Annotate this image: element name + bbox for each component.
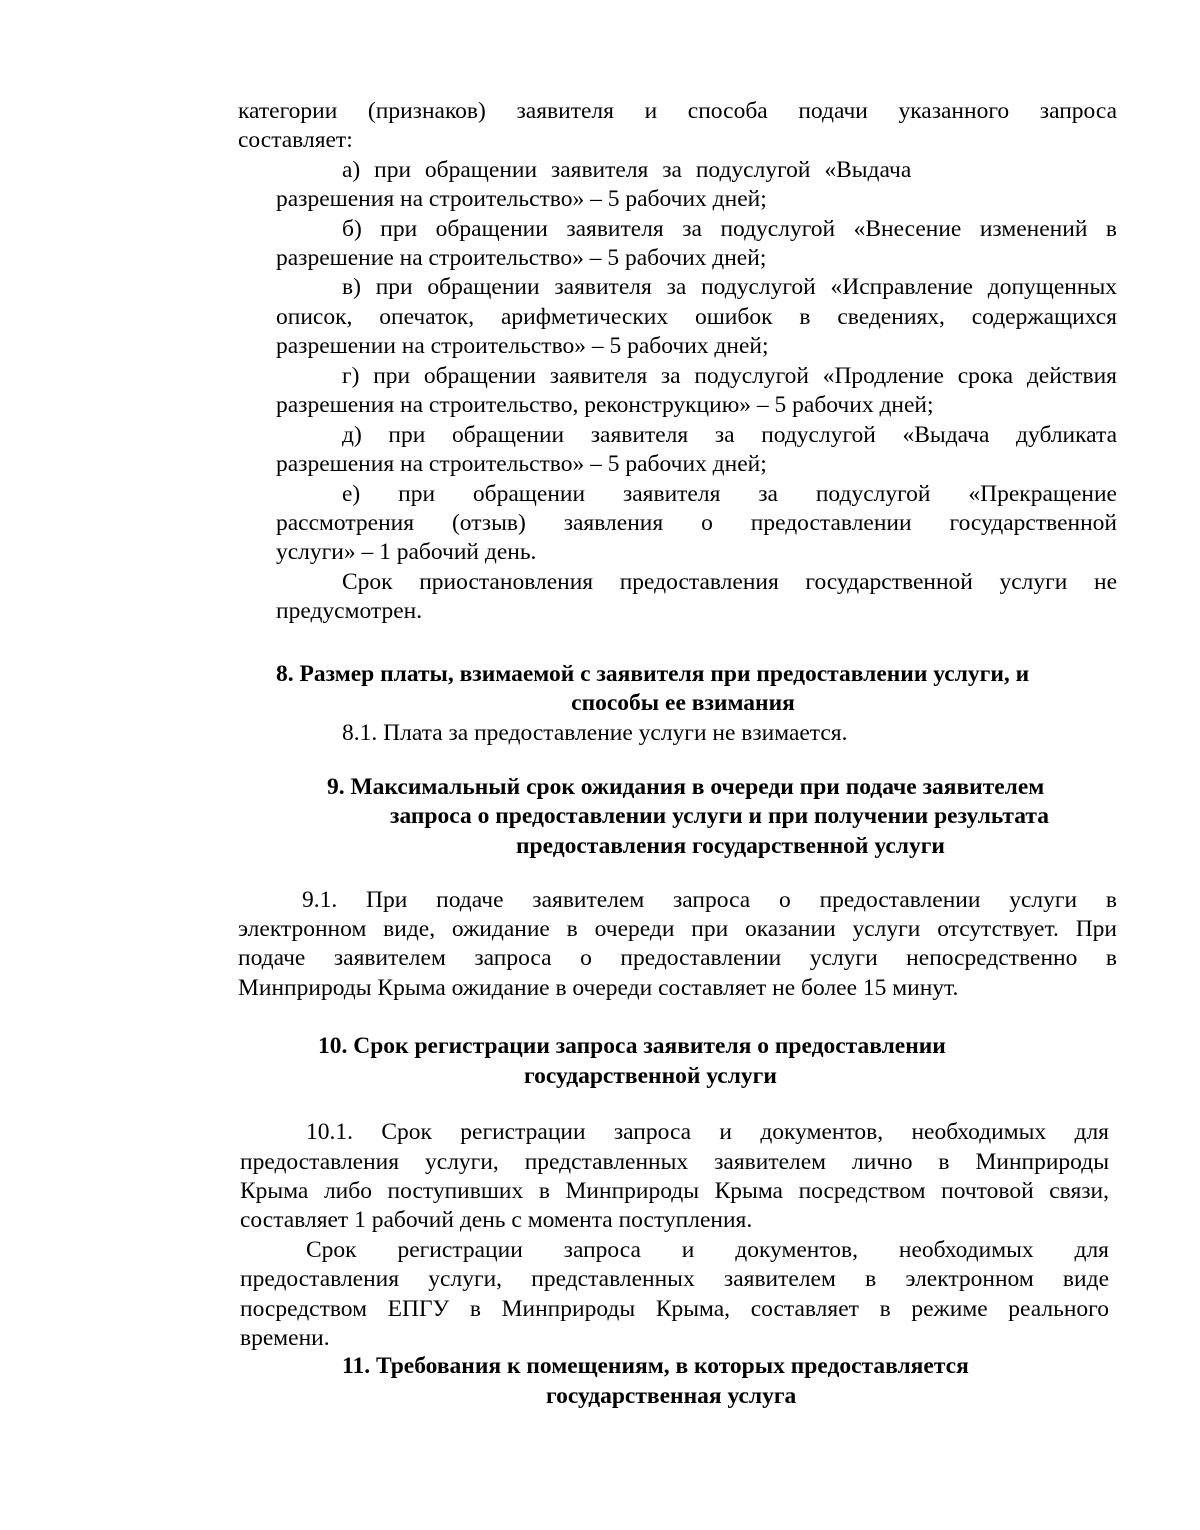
section-heading-11: 11. Требования к помещениям, в которых предоставляется xyxy=(342,1353,969,1379)
paragraph-10-2-cont: времени. xyxy=(240,1325,330,1351)
paragraph-line: категории (признаков) заявителя и способа подачи указанного запроса xyxy=(238,98,1117,124)
list-item-g-cont: разрешения на строительство, реконструкцию» – 5 рабочих дней; xyxy=(276,392,934,418)
list-item-b: б) при обращении заявителя за подуслугой «Внесение изменений в xyxy=(342,216,1117,242)
list-item-v: в) при обращении заявителя за подуслугой «Исправление допущенных xyxy=(342,274,1117,300)
section-heading-9-cont: запроса о предоставлении услуги и при получении результата xyxy=(390,803,1049,829)
section-heading-8-cont: способы ее взимания xyxy=(571,690,795,716)
paragraph-10-2-cont: посредством ЕПГУ в Минприроды Крыма, составляет в режиме реального xyxy=(240,1296,1109,1322)
paragraph-9-1-cont: электронном виде, ожидание в очереди при оказании услуги отсутствует. При xyxy=(238,916,1117,942)
list-item-e-cont: рассмотрения (отзыв) заявления о предоставлении государственной xyxy=(276,510,1117,536)
section-heading-9: 9. Максимальный срок ожидания в очереди при подаче заявителем xyxy=(327,774,1045,800)
list-item-g: г) при обращении заявителя за подуслугой «Продление срока действия xyxy=(342,363,1117,389)
paragraph-10-2-cont: предоставления услуги, представленных заявителем в электронном виде xyxy=(240,1266,1109,1292)
list-item-v-cont: разрешении на строительство» – 5 рабочих дней; xyxy=(276,333,769,359)
section-heading-8: 8. Размер платы, взимаемой с заявителя при предоставлении услуги, и xyxy=(276,661,1030,687)
paragraph-9-1-cont: Минприроды Крыма ожидание в очереди составляет не более 15 минут. xyxy=(238,975,959,1001)
list-item-b-cont: разрешение на строительство» – 5 рабочих дней; xyxy=(276,245,767,271)
list-item-v-cont: описок, опечаток, арифметических ошибок в сведениях, содержащихся xyxy=(276,304,1117,330)
list-item-d: д) при обращении заявителя за подуслугой «Выдача дубликата xyxy=(342,422,1117,448)
section-heading-10-cont: государственной услуги xyxy=(524,1063,777,1089)
paragraph-10-2: Срок регистрации запроса и документов, необходимых для xyxy=(306,1237,1109,1263)
section-heading-11-cont: государственная услуга xyxy=(546,1383,797,1409)
section-heading-9-cont: предоставления государственной услуги xyxy=(516,833,945,859)
paragraph-9-1: 9.1. При подаче заявителем запроса о предоставлении услуги в xyxy=(302,887,1117,913)
paragraph-line: составляет: xyxy=(238,127,353,153)
paragraph-10-1: 10.1. Срок регистрации запроса и документов, необходимых для xyxy=(306,1119,1109,1145)
paragraph-10-1-cont: предоставления услуги, представленных заявителем лично в Минприроды xyxy=(240,1149,1109,1175)
section-heading-10: 10. Срок регистрации запроса заявителя о предоставлении xyxy=(318,1033,946,1059)
paragraph-suspension: Срок приостановления предоставления государственной услуги не xyxy=(342,569,1117,595)
paragraph-10-1-cont: Крыма либо поступивших в Минприроды Крыма посредством почтовой связи, xyxy=(240,1178,1109,1204)
list-item-e: е) при обращении заявителя за подуслугой «Прекращение xyxy=(342,481,1117,507)
list-item-a-cont: разрешения на строительство» – 5 рабочих дней; xyxy=(276,186,767,212)
paragraph-8-1: 8.1. Плата за предоставление услуги не взимается. xyxy=(342,720,848,746)
paragraph-9-1-cont: подаче заявителем запроса о предоставлении услуги непосредственно в xyxy=(238,945,1117,971)
list-item-e-cont: услуги» – 1 рабочий день. xyxy=(276,539,537,565)
paragraph-10-1-cont: составляет 1 рабочий день с момента поступления. xyxy=(240,1207,753,1233)
paragraph-suspension-cont: предусмотрен. xyxy=(276,598,423,624)
list-item-d-cont: разрешения на строительство» – 5 рабочих дней; xyxy=(276,451,767,477)
list-item-a: а) при обращении заявителя за подуслугой «Выдача xyxy=(342,157,912,183)
